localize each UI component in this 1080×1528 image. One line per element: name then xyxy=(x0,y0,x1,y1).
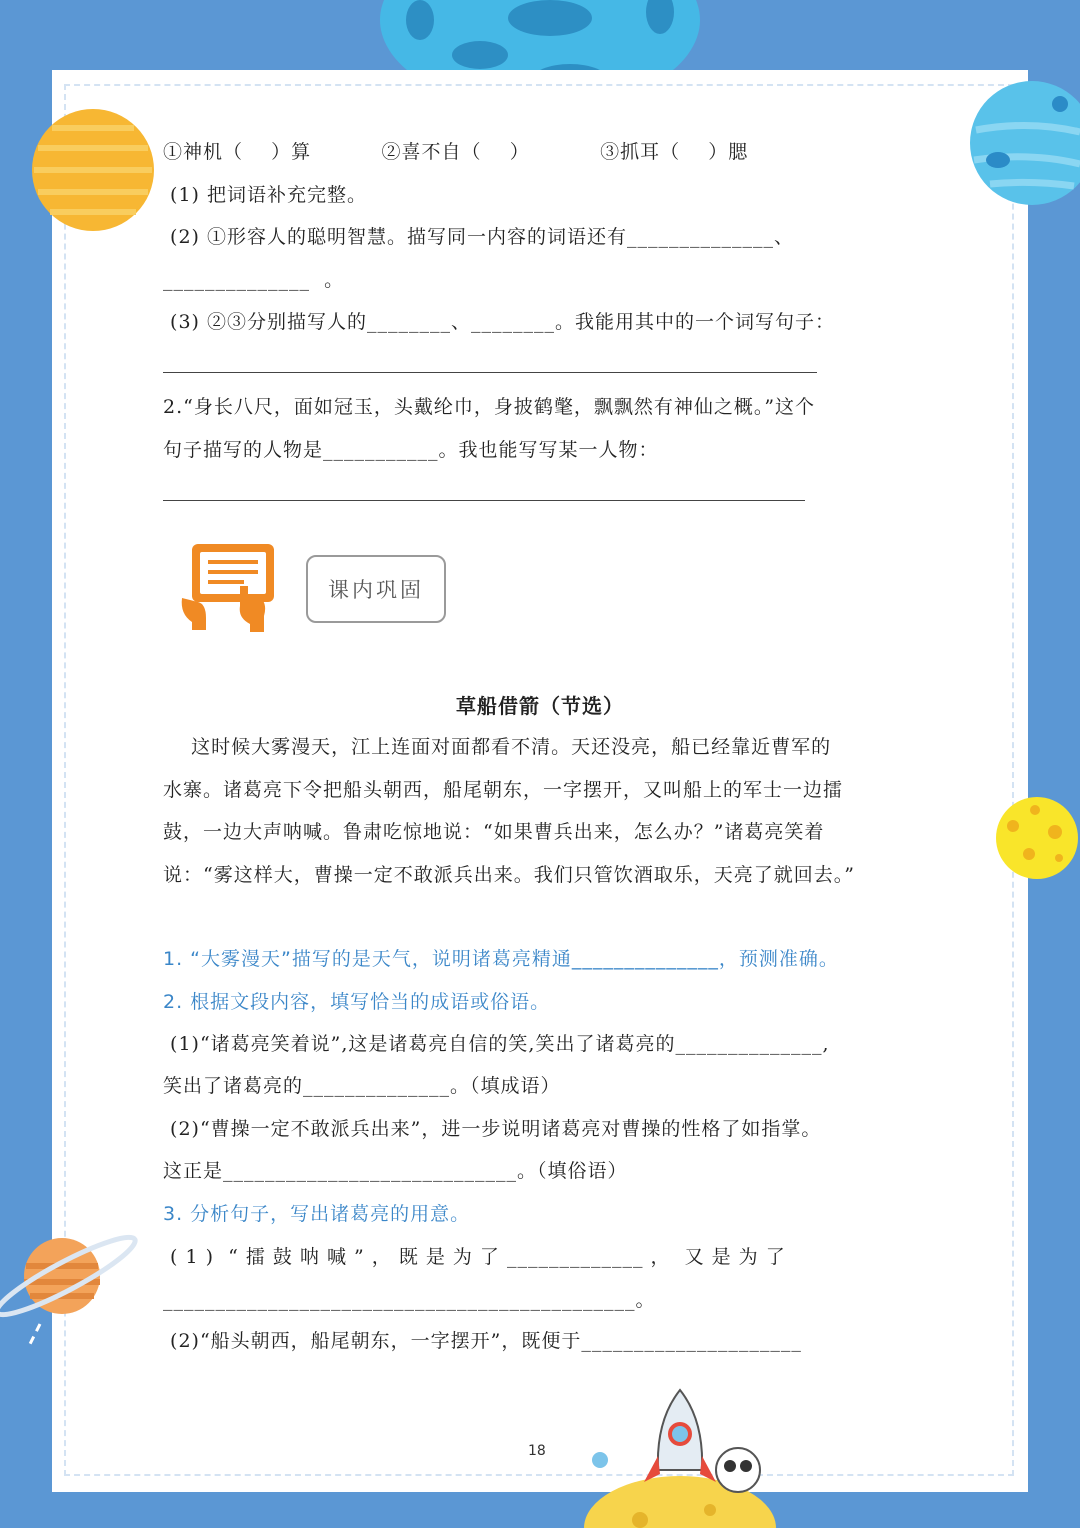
answer-line-1[interactable] xyxy=(163,372,817,373)
passage-question-3-1: ( 1 ) “ 擂 鼓 呐 喊 ” ， 既 是 为 了 _____________ ， 又 是 为 了 xyxy=(163,1246,786,1268)
vocab-fill-blanks-line: ①神机（ ）算 ②喜不自（ ） ③抓耳（ ）腮 xyxy=(163,141,749,163)
question-2-continued: 句子描写的人物是___________。我也能写写某一人物： xyxy=(163,439,659,461)
orange-planet-illustration xyxy=(30,108,156,232)
passage-line-1: 这时候大雾漫天，江上连面对面都看不清。天还没亮，船已经靠近曹军的 xyxy=(163,736,832,758)
light-blue-planet-illustration xyxy=(970,80,1080,206)
answer-line-2[interactable] xyxy=(163,500,805,501)
passage-question-2-1: (1)“诸葛亮笑着说”,这是诸葛亮自信的笑,笑出了诸葛亮的______________, xyxy=(163,1033,830,1055)
passage-title: 草船借箭（节选） xyxy=(456,694,624,718)
passage-line-4: 说：“雾这样大，曹操一定不敢派兵出来。我们只管饮酒取乐，天亮了就回去。” xyxy=(163,864,855,886)
passage-question-2-2-continued: 这正是____________________________。（填俗语） xyxy=(163,1160,628,1182)
passage-line-2: 水寨。诸葛亮下令把船头朝西，船尾朝东，一字摆开，又叫船上的军士一边擂 xyxy=(163,779,844,801)
question-1-2: (2) ①形容人的聪明智慧。描写同一内容的词语还有______________、 xyxy=(163,226,794,248)
passage-question-2-1-continued: 笑出了诸葛亮的______________。（填成语） xyxy=(163,1075,561,1097)
passage-question-3-1-continued: _____________________________________________。 xyxy=(163,1289,656,1311)
yellow-planet-illustration xyxy=(995,796,1080,880)
passage-question-3: 3. 分析句子，写出诸葛亮的用意。 xyxy=(163,1203,471,1225)
question-1-1: (1) 把词语补充完整。 xyxy=(163,184,367,206)
passage-question-3-2: (2)“船头朝西，船尾朝东，一字摆开”，既便于_____________________ xyxy=(163,1330,802,1352)
section-badge: 课内巩固 xyxy=(306,555,446,623)
page-number: 18 xyxy=(528,1443,546,1459)
ringed-planet-illustration xyxy=(0,1232,140,1362)
question-1-3: (3) ②③分别描写人的________、________。我能用其中的一个词写句子： xyxy=(163,311,835,333)
rocket-panda-illustration xyxy=(580,1360,780,1528)
passage-question-2: 2. 根据文段内容，填写恰当的成语或俗语。 xyxy=(163,991,551,1013)
passage-line-3: 鼓，一边大声呐喊。鲁肃吃惊地说：“如果曹兵出来，怎么办？”诸葛亮笑着 xyxy=(163,821,825,843)
tablet-touch-icon xyxy=(178,542,278,634)
passage-question-1: 1. “大雾漫天”描写的是天气，说明诸葛亮精通______________，预测准确。 xyxy=(163,948,839,970)
question-1-2-continued: ______________ 。 xyxy=(163,269,345,291)
question-2: 2.“身长八尺，面如冠玉，头戴纶巾，身披鹤氅，飘飘然有神仙之概。”这个 xyxy=(163,396,816,418)
passage-question-2-2: (2)“曹操一定不敢派兵出来”，进一步说明诸葛亮对曹操的性格了如指掌。 xyxy=(163,1118,822,1140)
